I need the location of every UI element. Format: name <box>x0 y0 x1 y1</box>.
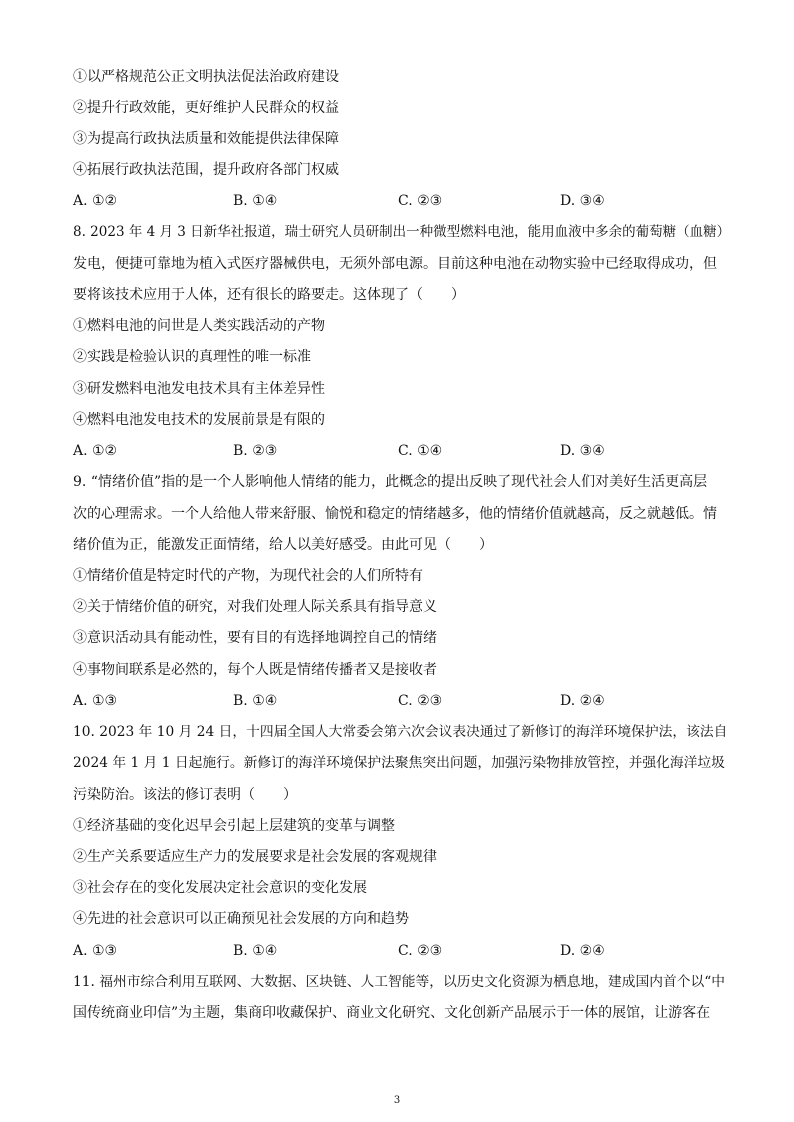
q9-option-d: D. ②④ <box>560 693 605 709</box>
q10-option-b: B. ①④ <box>233 943 278 959</box>
q7-option-b: B. ①④ <box>233 193 278 209</box>
q10-options <box>73 941 733 961</box>
q8-statement-3: ③研发燃料电池发电技术具有主体差异性 <box>73 381 325 397</box>
q7-option-a: A. ①② <box>73 193 118 209</box>
q9-statement-1: ①情绪价值是特定时代的产物，为现代社会的人们所特有 <box>73 568 423 584</box>
q8-option-b: B. ②③ <box>233 443 278 459</box>
q8-options <box>73 441 733 461</box>
q11-stem-line-1: 11. 福州市综合利用互联网、大数据、区块链、人工智能等，以历史文化资源为栖息地，建成国内首个以“中 <box>73 974 726 990</box>
q9-option-c: C. ②③ <box>398 693 443 709</box>
q10-statement-3: ③社会存在的变化发展决定社会意识的变化发展 <box>73 880 367 896</box>
page-number: 3 <box>393 1095 401 1106</box>
q9-option-a: A. ①③ <box>73 693 118 709</box>
q9-statement-3: ③意识活动具有能动性，要有目的有选择地调控自己的情绪 <box>73 630 437 646</box>
q8-stem-line-3: 要将该技术应用于人体，还有很长的路要走。这体现了（ ） <box>73 287 465 303</box>
q9-stem-line-3: 绪价值为正，能激发正面情绪，给人以美好感受。由此可见（ ） <box>73 537 493 553</box>
q7-statement-1: ①以严格规范公正文明执法促法治政府建设 <box>73 69 339 85</box>
q10-option-a: A. ①③ <box>73 943 118 959</box>
q11-stem-line-2: 国传统商业印信”为主题，集商印收藏保护、商业文化研究、文化创新产品展示于一体的展馆，让游客在 <box>73 1005 711 1021</box>
q8-statement-4: ④燃料电池发电技术的发展前景是有限的 <box>73 412 325 428</box>
q8-stem-line-2: 发电，便捷可靠地为植入式医疗器械供电，无须外部电源。目前这种电池在动物实验中已经取得成功，但 <box>73 256 717 272</box>
q9-statement-4: ④事物间联系是必然的，每个人既是情绪传播者又是接收者 <box>73 662 437 678</box>
q10-stem-line-2: 2024 年 1 月 1 日起施行。新修订的海洋环境保护法聚焦突出问题，加强污染物排放管控，并强化海洋垃圾 <box>73 755 725 771</box>
q8-option-a: A. ①② <box>73 443 118 459</box>
q10-statement-4: ④先进的社会意识可以正确预见社会发展的方向和趋势 <box>73 911 409 927</box>
q8-statement-1: ①燃料电池的问世是人类实践活动的产物 <box>73 318 325 334</box>
q7-option-d: D. ③④ <box>560 193 605 209</box>
q9-stem-line-2: 次的心理需求。一个人给他人带来舒服、愉悦和稳定的情绪越多，他的情绪价值就越高，反之就越低。情 <box>73 506 717 522</box>
q10-statement-1: ①经济基础的变化迟早会引起上层建筑的变革与调整 <box>73 818 395 834</box>
q9-stem-line-1: 9. “情绪价值”指的是一个人影响他人情绪的能力，此概念的提出反映了现代社会人们对美好生活更高层 <box>73 474 708 490</box>
q10-option-d: D. ②④ <box>560 943 605 959</box>
q9-option-b: B. ①④ <box>233 693 278 709</box>
q8-statement-2: ②实践是检验认识的真理性的唯一标准 <box>73 349 311 365</box>
q7-statement-3: ③为提高行政执法质量和效能提供法律保障 <box>73 131 339 147</box>
q10-stem-line-3: 污染防治。该法的修订表明（ ） <box>73 787 297 803</box>
q9-options <box>73 691 733 711</box>
q9-statement-2: ②关于情绪价值的研究，对我们处理人际关系具有指导意义 <box>73 599 437 615</box>
q7-statement-2: ②提升行政效能，更好维护人民群众的权益 <box>73 100 339 116</box>
q10-statement-2: ②生产关系要适应生产力的发展要求是社会发展的客观规律 <box>73 849 437 865</box>
q8-option-d: D. ③④ <box>560 443 605 459</box>
q7-options <box>73 191 733 211</box>
q8-option-c: C. ①④ <box>398 443 443 459</box>
q8-stem-line-1: 8. 2023 年 4 月 3 日新华社报道，瑞士研究人员研制出一种微型燃料电池，能用血液中多余的葡萄糖（血糖） <box>73 224 731 240</box>
q7-option-c: C. ②③ <box>398 193 443 209</box>
q10-option-c: C. ②③ <box>398 943 443 959</box>
q7-statement-4: ④拓展行政执法范围，提升政府各部门权威 <box>73 162 339 178</box>
q10-stem-line-1: 10. 2023 年 10 月 24 日，十四届全国人大常委会第六次会议表决通过了新修订的海洋环境保护法，该法自 <box>73 724 728 740</box>
